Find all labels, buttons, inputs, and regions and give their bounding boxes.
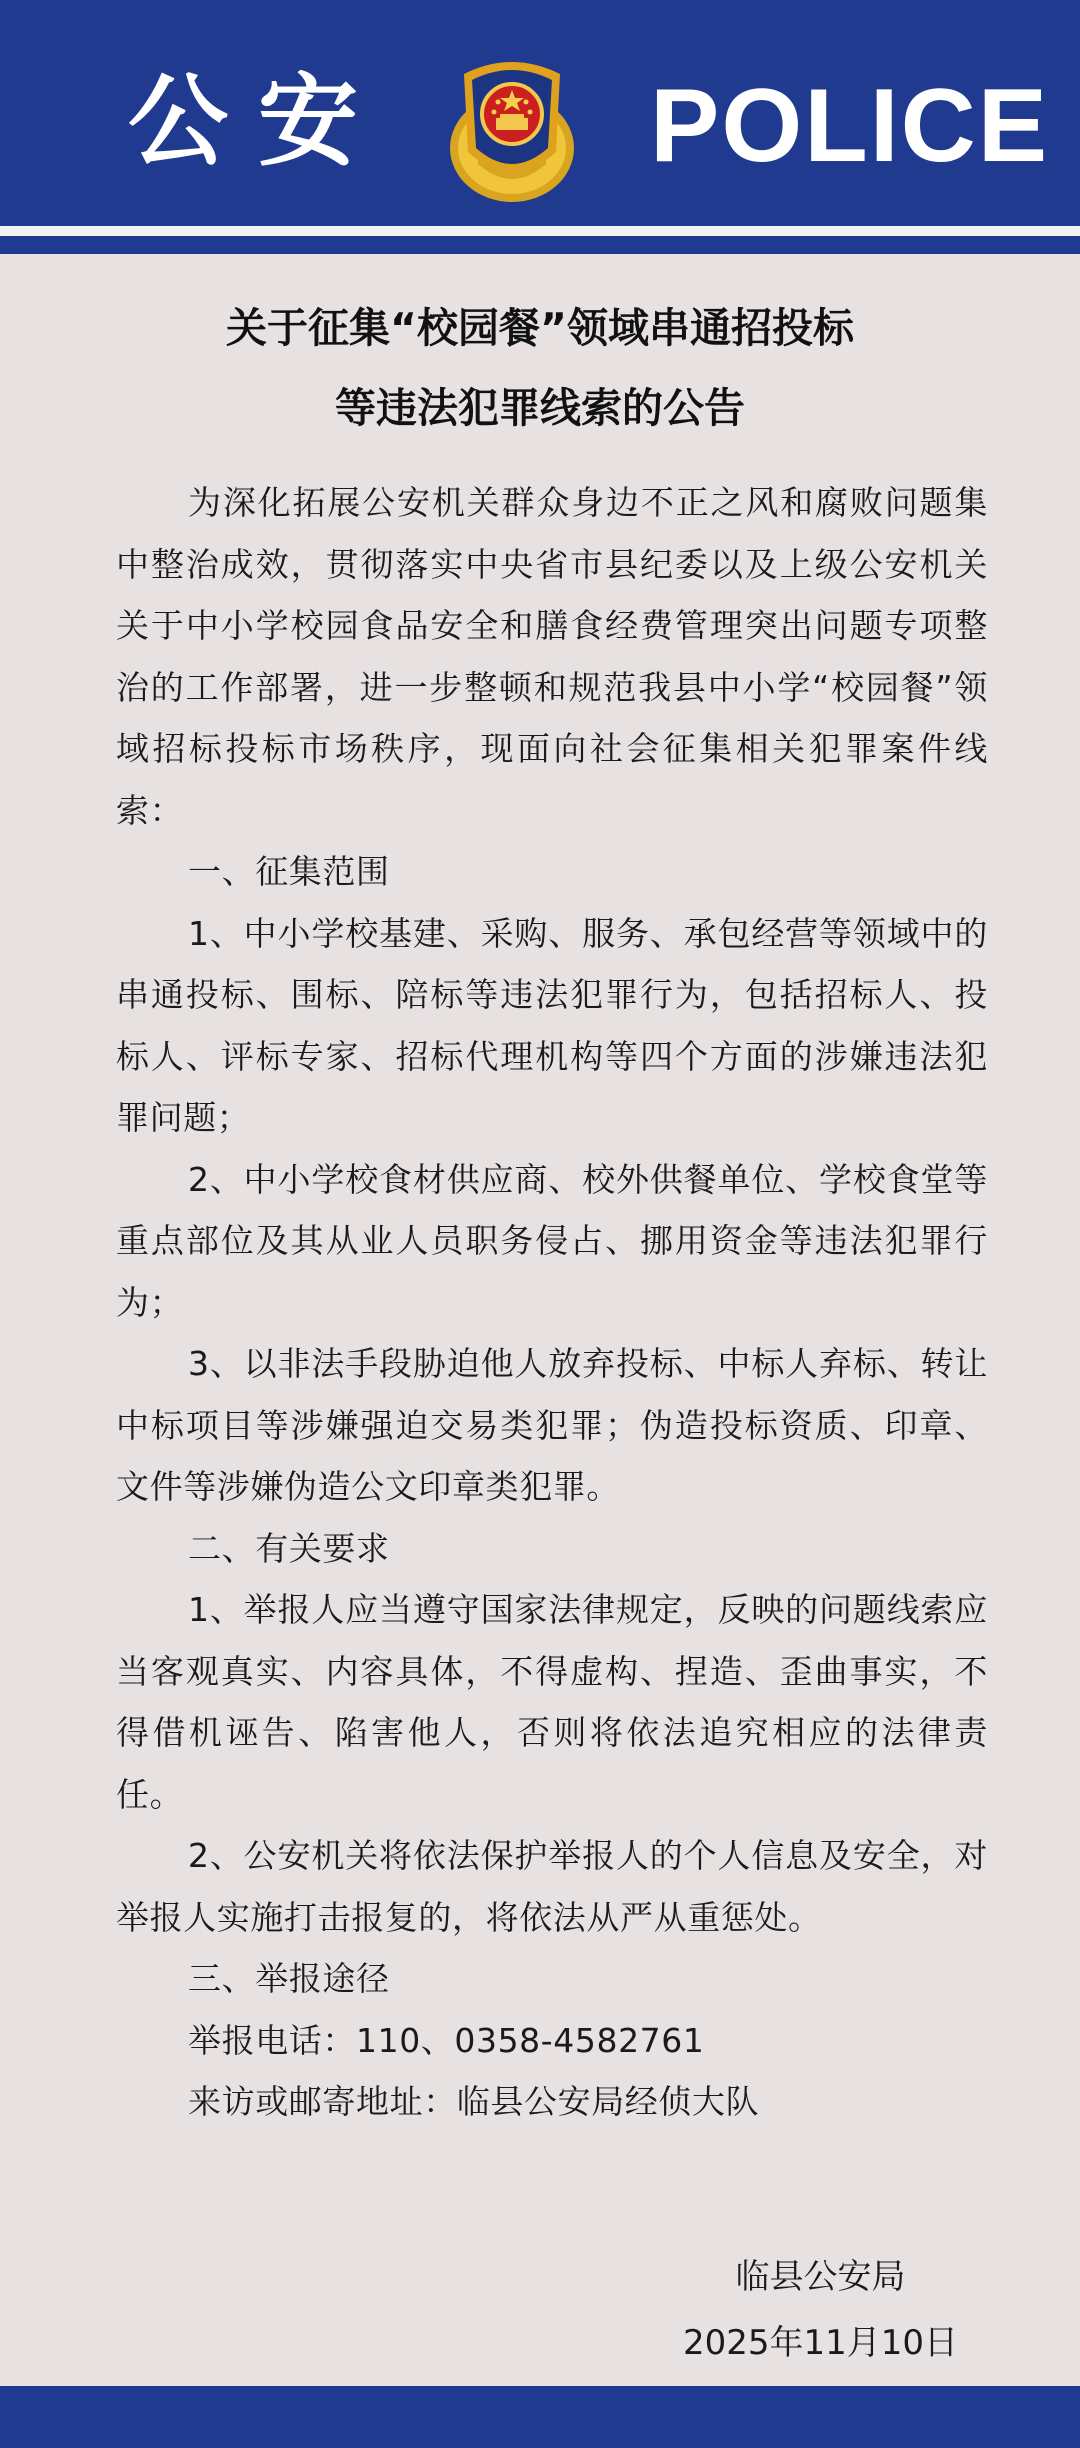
signature-org: 临县公安局 [735, 2257, 906, 2297]
intro-paragraph: 为深化拓展公安机关群众身边不正之风和腐败问题集中整治成效，贯彻落实中央省市县纪委以及上级公安机关关于中小学校园食品安全和膳食经费管理突出问题专项整治的工作部署，进一步整顿和规范我县中小学“校园餐”领域招标投标市场秩序，现面向社会征集相关犯罪案件线索： [116, 483, 988, 830]
report-phone: 举报电话：110、0358-4582761 [188, 2020, 705, 2060]
notice-body [116, 472, 988, 2133]
section2-item2: 2、公安机关将依法保护举报人的个人信息及安全，对举报人实施打击报复的，将依法从严从重惩处。 [116, 1836, 988, 1937]
header-stripe [0, 236, 1080, 254]
police-emblem-icon [444, 56, 580, 206]
header-divider [0, 226, 1080, 236]
section1-item1: 1、中小学校基建、采购、服务、承包经营等领域中的串通投标、围标、陪标等违法犯罪行为，包括招标人、投标人、评标专家、招标代理机构等四个方面的涉嫌违法犯罪问题； [116, 913, 988, 1137]
notice-title [0, 288, 1080, 448]
section2-heading: 二、有关要求 [188, 1528, 390, 1568]
section1-heading: 一、征集范围 [188, 852, 390, 891]
signature-date: 2025年11月10日 [682, 2323, 958, 2363]
footer-bar [0, 2386, 1080, 2448]
signature-block [683, 2244, 958, 2376]
title-line-2: 等违法犯罪线索的公告 [335, 384, 745, 432]
title-line-1: 关于征集“校园餐”领域串通招投标 [226, 304, 854, 352]
header-right-text: POLICE [650, 68, 1050, 184]
section1-item3: 3、以非法手段胁迫他人放弃投标、中标人弃标、转让中标项目等涉嫌强迫交易类犯罪；伪造投标资质、印章、文件等涉嫌伪造公文印章类犯罪。 [116, 1344, 988, 1506]
section1-item2: 2、中小学校食材供应商、校外供餐单位、学校食堂等重点部位及其从业人员职务侵占、挪用资金等违法犯罪行为； [116, 1159, 988, 1322]
section3-heading: 三、举报途径 [188, 1959, 390, 1998]
section2-item1: 1、举报人应当遵守国家法律规定，反映的问题线索应当客观真实、内容具体，不得虚构、捏造、歪曲事实，不得借机诬告、陷害他人，否则将依法追究相应的法律责任。 [116, 1590, 988, 1814]
report-address: 来访或邮寄地址：临县公安局经侦大队 [188, 2082, 760, 2121]
header-left-text: 公安 [128, 63, 388, 180]
